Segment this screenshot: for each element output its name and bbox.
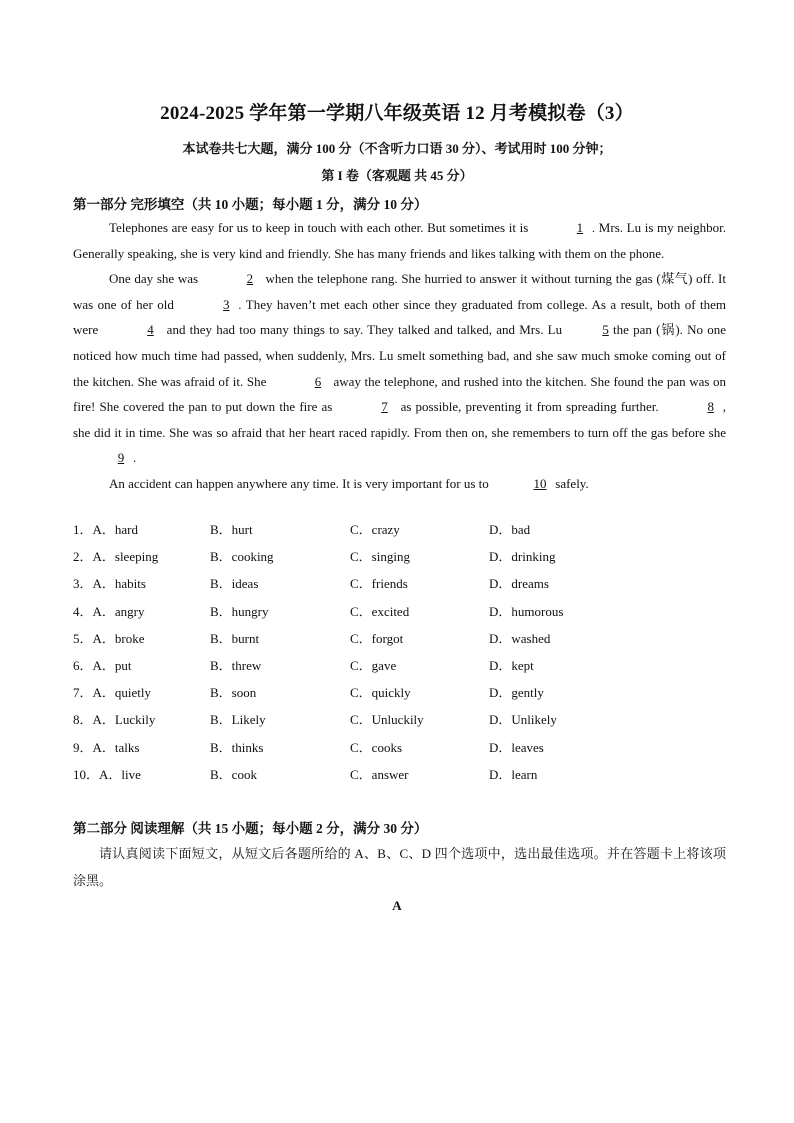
option-c: C．friends	[350, 576, 408, 592]
option-d: D．leaves	[489, 739, 544, 755]
option-b: B．Likely	[210, 712, 266, 728]
passage-text: . Mrs. Lu is my neighbor. Generally speaking, she is very kind and friendly. She has many friends and likes talking with them on the phone.	[73, 220, 726, 261]
passage-text: the pan (锅). No one noticed how much time had passed, when suddenly, Mrs. Lu smelt something bad, and she saw much smoke coming out of the kitchen. She was afraid of it. She	[73, 322, 726, 389]
option-row	[73, 516, 733, 543]
option-c: C．singing	[350, 549, 410, 565]
option-d: D．Unlikely	[489, 712, 557, 728]
option-c: C．answer	[350, 766, 409, 782]
option-row	[73, 706, 733, 733]
option-d: D．kept	[489, 657, 534, 673]
option-a: 1．A．hard	[73, 522, 138, 537]
passage-text: . They haven’t met each other since they graduated from college. As a result, both of them were	[73, 296, 726, 338]
option-row	[73, 734, 733, 761]
blank-3: 3	[223, 296, 230, 312]
option-a: 4．A．angry	[73, 603, 145, 619]
blank-6: 6	[314, 373, 322, 389]
option-a: 8．A．Luckily	[73, 712, 156, 728]
passage-text: Telephones are easy for us to keep in touch with each other. But sometimes it is	[109, 220, 532, 235]
option-a: 2．A．sleeping	[73, 549, 159, 565]
option-c: C．forgot	[350, 630, 404, 646]
option-a: 7．A．quietly	[73, 685, 151, 701]
option-a: 3．A．habits	[73, 576, 146, 592]
option-b: B．soon	[210, 685, 257, 701]
option-a: 9．A．talks	[73, 739, 140, 755]
option-d: D．humorous	[489, 603, 564, 619]
option-row	[73, 625, 733, 652]
option-c: C．excited	[350, 603, 410, 619]
blank-4: 4	[147, 322, 154, 338]
blank-2: 2	[246, 271, 254, 287]
passage-letter: A	[392, 898, 402, 913]
option-row	[73, 652, 733, 679]
option-c: C．gave	[350, 657, 397, 673]
passage-text: away the telephone, and rushed into the kitchen. She found the pan was on fire! She covered the pan to put down the fire as	[73, 373, 726, 415]
reading-instruction: 请认真阅读下面短文，从短文后各题所给的 A、B、C、D 四个选项中，选出最佳选项。并在答题卡上将该项涂黑。	[73, 846, 726, 888]
passage-text: One day she was	[109, 271, 202, 287]
option-d: D．gently	[489, 685, 544, 701]
passage-text: , she did it in time. She was so afraid that her heart raced rapidly. From then on, she remembers to turn off the gas before she	[73, 399, 726, 440]
option-c: C．quickly	[350, 685, 411, 701]
option-row	[73, 679, 733, 706]
cloze-paragraph-3	[73, 471, 726, 497]
option-row	[73, 570, 733, 597]
blank-8: 8	[707, 399, 714, 415]
option-row	[73, 598, 733, 625]
cloze-paragraph-1	[73, 215, 726, 266]
blank-10: 10	[533, 475, 547, 491]
volume-heading: 第 I 卷（客观题 共 45 分）	[321, 168, 473, 183]
option-c: C．cooks	[350, 739, 403, 755]
cloze-passage	[73, 215, 726, 497]
blank-7: 7	[381, 399, 388, 415]
option-d: D．learn	[489, 766, 538, 782]
option-row	[73, 761, 733, 788]
exam-subtitle: 本试卷共七大题，满分 100 分（不含听力口语 30 分）、考试用时 100 分钟；	[182, 141, 612, 156]
option-a: 5．A．broke	[73, 630, 145, 646]
option-b: B．burnt	[210, 630, 260, 646]
blank-5: 5	[602, 322, 609, 338]
option-row	[73, 543, 733, 570]
passage-text: and they had too many things to say. They talked and talked, and Mrs. Lu	[162, 322, 567, 338]
passage-text: An accident can happen anywhere any time. It is very important for us to	[109, 475, 493, 491]
option-b: B．cooking	[210, 549, 274, 565]
passage-text: when the telephone rang. She hurried to answer it without turning the gas (煤气) off. It was one of her old	[73, 271, 726, 312]
option-a: 6．A．put	[73, 657, 132, 673]
part1-heading: 第一部分 完形填空（共 10 小题；每小题 1 分，满分 10 分）	[73, 197, 428, 212]
option-b: B．hurt	[210, 522, 253, 537]
blank-1: 1	[576, 220, 584, 235]
option-d: D．drinking	[489, 549, 556, 565]
option-b: B．cook	[210, 766, 257, 782]
option-a: 10．A．live	[73, 766, 141, 782]
option-b: B．thinks	[210, 739, 264, 755]
option-d: D．dreams	[489, 576, 549, 592]
option-d: D．washed	[489, 630, 551, 646]
passage-text: .	[133, 450, 137, 466]
cloze-paragraph-2	[73, 266, 726, 471]
part2-heading: 第二部分 阅读理解（共 15 小题；每小题 2 分，满分 30 分）	[73, 821, 428, 836]
exam-title: 2024-2025 学年第一学期八年级英语 12 月考模拟卷（3）	[160, 103, 634, 124]
option-b: B．ideas	[210, 576, 259, 592]
option-c: C．Unluckily	[350, 712, 424, 728]
option-c: C．crazy	[350, 522, 400, 537]
blank-9: 9	[117, 450, 125, 466]
option-b: B．threw	[210, 657, 262, 673]
answer-options	[73, 516, 733, 788]
passage-text: as possible, preventing it from spreading further.	[396, 399, 663, 415]
passage-text: safely.	[552, 475, 589, 491]
option-d: D．bad	[489, 522, 531, 537]
option-b: B．hungry	[210, 603, 269, 619]
